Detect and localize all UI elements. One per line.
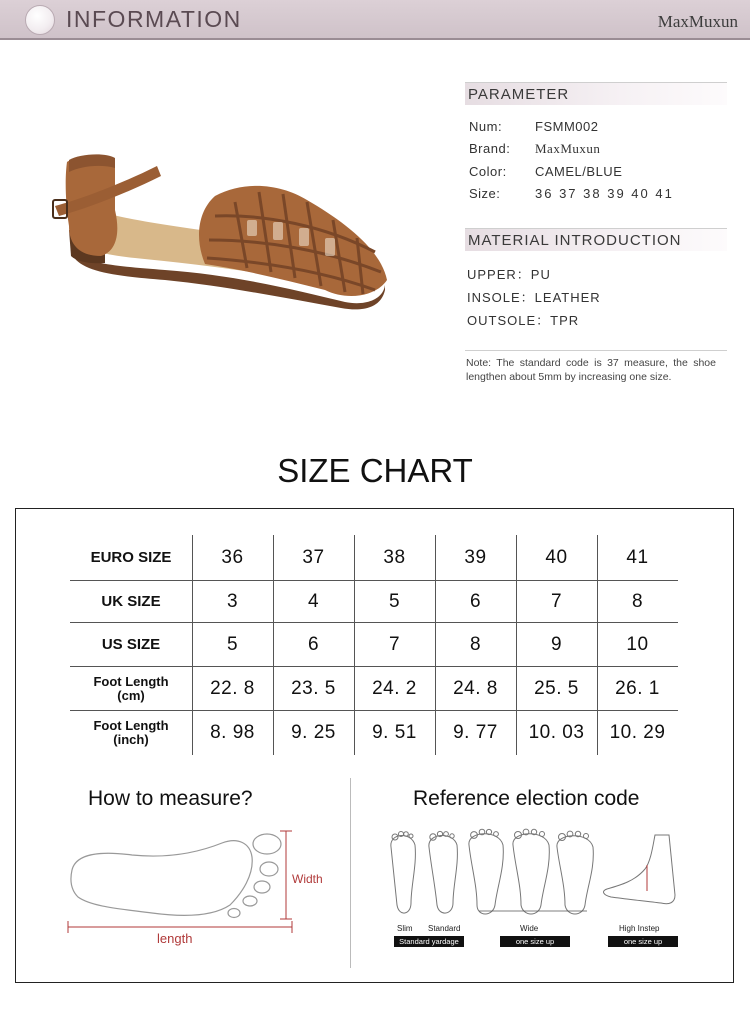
- table-cell: 8. 98: [210, 722, 255, 743]
- row-label: [70, 667, 192, 710]
- info-header-bar: [0, 0, 750, 38]
- section-divider: [350, 778, 351, 968]
- table-cell: 4: [307, 590, 320, 612]
- material-heading: MATERIAL INTRODUCTION: [468, 232, 682, 249]
- table-cell: 5: [226, 633, 239, 655]
- size-note: Note: The standard code is 37 measure, the shoe lengthen about 5mm by increasing one size.: [466, 357, 716, 383]
- table-cell: 41: [626, 546, 649, 568]
- table-row: [70, 711, 678, 755]
- table-cell: 9: [550, 633, 563, 655]
- table-row: [70, 581, 678, 622]
- table-cell: 9. 77: [453, 722, 498, 743]
- material-heading-bar: [465, 228, 727, 251]
- table-cell: 24. 2: [372, 677, 417, 699]
- row-label: EURO SIZE: [90, 548, 172, 566]
- row-label-line2: (inch): [113, 732, 149, 747]
- ref-label-slim: Slim: [397, 924, 413, 933]
- param-value: CAMEL/BLUE: [535, 164, 623, 179]
- foot-measure-diagram: [62, 825, 337, 950]
- param-row-num: [469, 119, 598, 134]
- table-cell: 40: [545, 546, 568, 568]
- param-row-color: [469, 164, 622, 179]
- table-cell: 24. 8: [453, 677, 498, 699]
- table-cell: 23. 5: [291, 677, 336, 699]
- param-value: 36 37 38 39 40 41: [535, 186, 674, 201]
- table-cell: 37: [302, 546, 325, 568]
- table-cell: 39: [464, 546, 487, 568]
- row-label: UK SIZE: [101, 592, 161, 610]
- ref-label-wide: Wide: [520, 924, 539, 933]
- table-cell: 10: [626, 633, 649, 655]
- table-row: [70, 535, 678, 580]
- measure-title: How to measure?: [88, 787, 253, 810]
- info-title: INFORMATION: [66, 6, 242, 32]
- param-key: Brand:: [469, 141, 511, 156]
- table-cell: 9. 25: [291, 722, 336, 743]
- tag-one-size-up-instep: one size up: [608, 936, 678, 947]
- tag-standard-yardage: Standard yardage: [394, 936, 464, 947]
- row-label-line1: Foot Length: [93, 718, 169, 733]
- table-cell: 8: [631, 590, 644, 612]
- ref-label-standard: Standard: [428, 924, 461, 933]
- table-cell: 7: [550, 590, 563, 612]
- row-label: US SIZE: [101, 635, 161, 653]
- parameter-heading: PARAMETER: [468, 86, 570, 103]
- header-divider: [0, 38, 750, 40]
- param-key: Color:: [469, 164, 507, 179]
- param-value: FSMM002: [535, 119, 599, 134]
- row-label-line1: Foot Length: [93, 673, 169, 689]
- param-value: MaxMuxun: [535, 141, 601, 156]
- parameter-heading-bar: [465, 82, 727, 105]
- material-upper: UPPER：PU: [467, 267, 551, 282]
- sandal-image: [45, 140, 400, 320]
- brand-name: MaxMuxun: [657, 12, 738, 31]
- table-cell: 36: [221, 546, 244, 568]
- table-cell: 9. 51: [372, 722, 417, 743]
- table-cell: 5: [388, 590, 401, 612]
- ref-label-high-instep: High Instep: [619, 924, 660, 933]
- row-label-line2: (cm): [117, 687, 145, 703]
- material-outsole: OUTSOLE：TPR: [467, 313, 580, 328]
- material-insole: INSOLE：LEATHER: [467, 290, 601, 305]
- table-row: [70, 623, 678, 666]
- table-row: [70, 667, 678, 710]
- tag-one-size-up-wide: one size up: [500, 936, 570, 947]
- table-cell: 7: [388, 633, 401, 655]
- table-cell: 10. 03: [528, 722, 585, 743]
- param-key: Num:: [469, 119, 503, 134]
- reference-title: Reference election code: [413, 787, 640, 810]
- size-chart-title: SIZE CHART: [277, 452, 473, 489]
- table-cell: 38: [383, 546, 406, 568]
- table-cell: 25. 5: [534, 677, 579, 699]
- header-circle-icon: [25, 5, 55, 35]
- width-label: Width: [292, 872, 323, 886]
- param-row-size: [469, 186, 674, 201]
- table-cell: 22. 8: [210, 677, 255, 699]
- table-cell: 6: [307, 633, 320, 655]
- param-key: Size:: [469, 186, 501, 201]
- length-label: length: [157, 931, 193, 946]
- row-label: [70, 711, 192, 755]
- table-cell: 10. 29: [609, 722, 666, 743]
- table-cell: 26. 1: [615, 677, 660, 699]
- table-cell: 8: [469, 633, 482, 655]
- param-row-brand: [469, 141, 600, 157]
- table-cell: 3: [226, 590, 239, 612]
- note-divider: [465, 350, 727, 351]
- table-cell: 6: [469, 590, 482, 612]
